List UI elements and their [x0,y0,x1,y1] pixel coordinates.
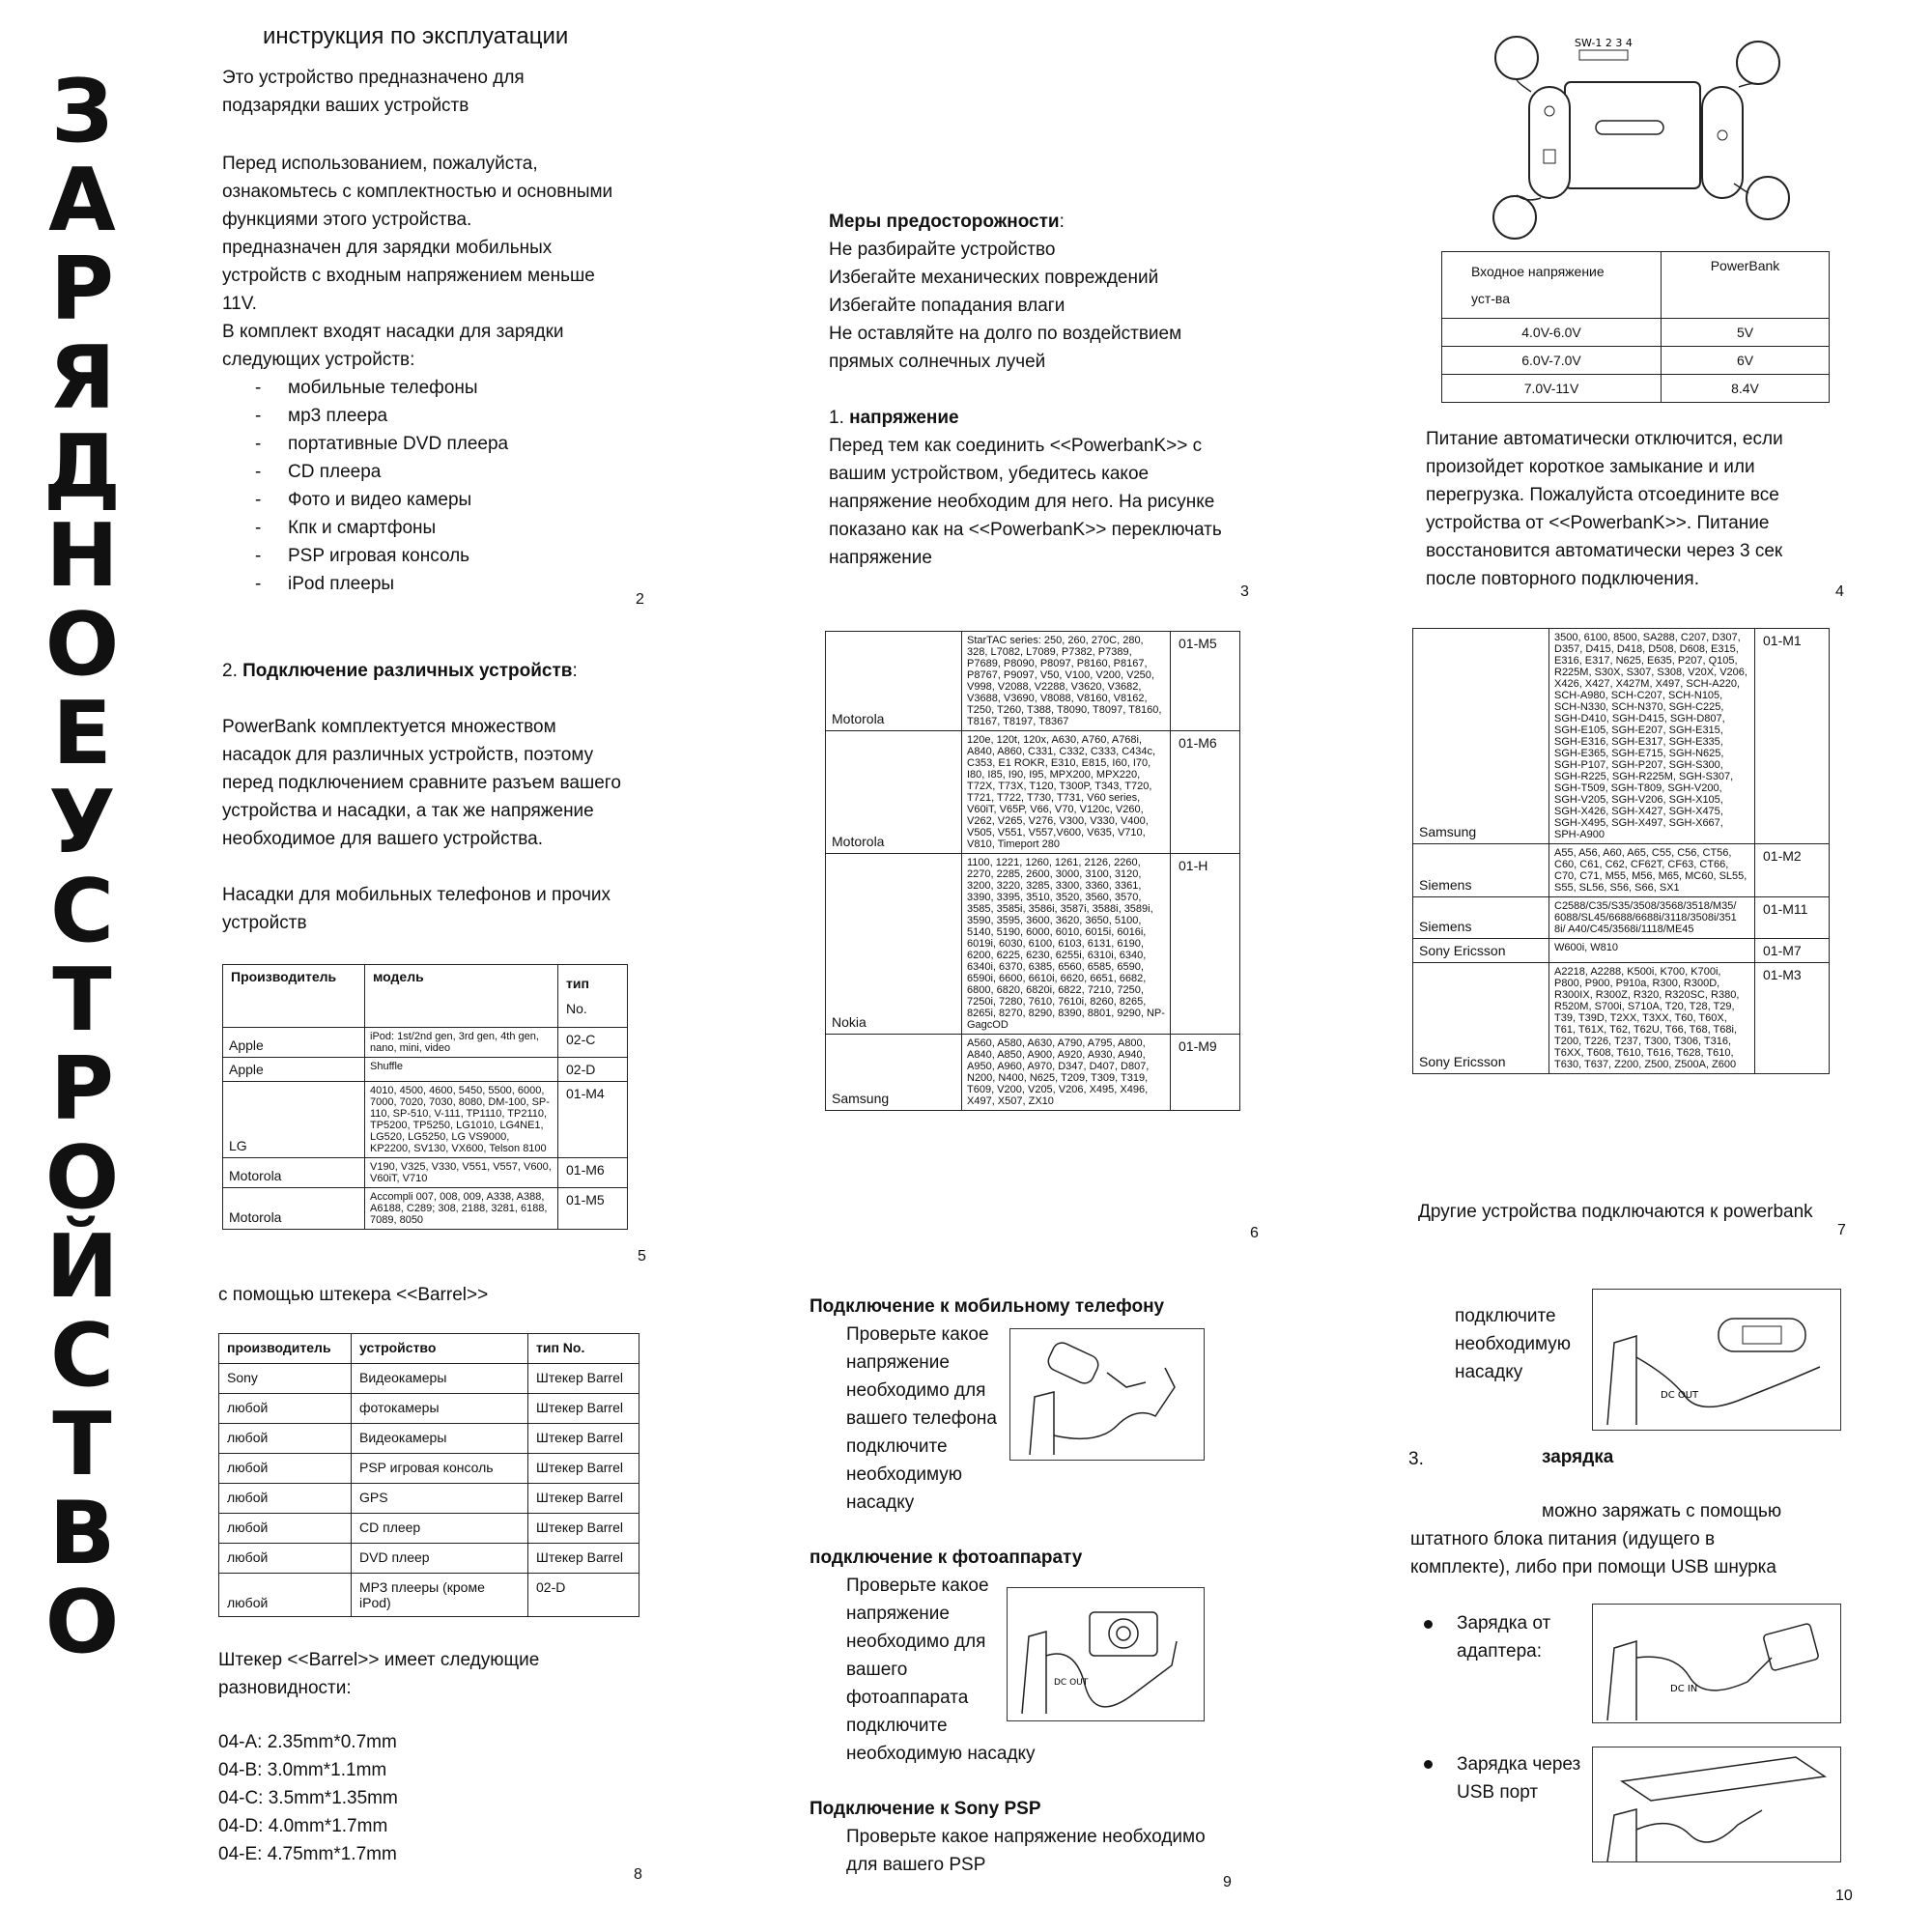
page2-intro: Это устройство предназначено для подзарядки ваших устройств [222,68,525,116]
side-title-letter: Т [52,950,112,1051]
page3-precautions: Меры предосторожности: Не разбирайте устройство Избегайте механических повреждений Избегайте попадания влаги Не оставляйте на долго по воздействием прямых солнечных лучей [829,212,1182,372]
page7-footer: Другие устройства подключаются к powerbank [1418,1202,1813,1222]
side-title-letter: В [48,1483,116,1584]
page-number: 6 [1250,1225,1259,1241]
list-item: 04-C: 3.5mm*1.35mm [218,1788,398,1808]
table-row: Nokia 1100, 1221, 1260, 1261, 2126, 2260, 2270, 2285, 2600, 3000, 3100, 3120, 3200, 3220, 3285, 3300, 3360, 3361, 3390, 3395, 3510, 3520, 3560, 3570, 3585, 3585i, 3586i, 3587i, 3588i, 3589i, 3590, 3595, 3600, 3620, 3650, 5100, 5140, 5190, 6000, 6010, 6015i, 6016i, 6019i, 6030, 6100, 6103, 6131, 6190, 6200, 6225, 6230, 6255i, 6310i, 6340, 6340i, 6370, 6385, 6560, 6585, 6590, 6590i, 6600, 6610i, 6620, 6651, 6682, 6800, 6820, 6820i, 6822, 7210, 7250, 7250i, 7280, 7610, 7610i, 8260, 8265, 8265i, 8270, 8290, 8390, 8801, 9290, NP-GagcOD 01-H [826,854,1240,1035]
list-item: - мр3 плеера [222,402,589,430]
side-title-letter: С [49,1305,115,1406]
page-number: 3 [1240,583,1249,600]
side-title-letter: О [44,594,120,696]
side-title-letter: О [44,1127,120,1229]
table-row: Sony Видеокамеры Штекер Barrel [219,1364,639,1394]
table-row: Samsung A560, A580, A630, A790, A795, A800, A840, A850, A900, A920, A930, A940, A950, A960, A970, D347, D407, D807, N200, N400, N625, T209, T309, T319, T609, V200, V205, V206, X495, X496, X497, X507, ZX10 01-M9 [826,1035,1240,1111]
phone-connection-figure [1009,1328,1205,1461]
page8-heading: с помощью штекера <<Barrel>> [218,1285,489,1305]
page5-body: PowerBank комплектуется множеством насадок для различных устройств, поэтому перед подключением сравните разъем вашего устройства и насадки, а так же напряжение необходимое для вашего устройства. [222,717,621,849]
page5-subheading: Насадки для мобильных телефонов и прочих устройств [222,885,611,933]
dc-in-label: DC IN [1670,1684,1698,1694]
page10-section-num: 3. [1408,1449,1424,1469]
page10-body-line1: можно заряжать с помощью [1542,1501,1782,1521]
table-row: Motorola StarTAC series: 250, 260, 270C, 280, 328, L7082, L7089, P7382, P7389, P7689, P8090, P8097, P8160, P8167, P8767, P9097, V50, V100, V200, V250, V998, V2088, V2288, V3620, V3682, V3688, V3690, V8088, V8160, V8162, T250, T260, T388, T8090, T8097, T8160, T8167, T8197, T8367 01-M5 [826,632,1240,731]
camera-illustration [1008,1588,1204,1720]
page-number: 5 [638,1248,646,1264]
table-row: любой Видеокамеры Штекер Barrel [219,1424,639,1454]
side-title-letter: Е [52,683,112,784]
page8-barrel-intro: Штекер <<Barrel>> имеет следующие разновидности: [218,1650,540,1698]
page-number: 4 [1835,583,1844,600]
usb-charging-figure [1592,1747,1841,1862]
side-title-letter: О [44,1572,120,1673]
dc-out-label: DC OUT [1054,1678,1089,1688]
barrel-size-list [218,1728,398,1868]
table-row: любой фотокамеры Штекер Barrel [219,1394,639,1424]
camera-connection-title: подключение к фотоаппарату [810,1548,1083,1568]
page2-paragraph: Перед использованием, пожалуйста, ознакомьтесь с комплектностью и основными функциями этого устройства. предназначен для зарядки мобильных устройств с входным напряжением меньше 11V. В комплект входят насадки для зарядки следующих устройств: [222,154,613,370]
list-item: - мобильные телефоны [222,374,589,402]
side-title-letter: А [48,150,116,251]
table-row: любой GPS Штекер Barrel [219,1484,639,1514]
side-title-letter: С [49,861,115,962]
phone-connection-text: Проверьте какое напряжение необходимо для вашего телефона подключите необходимую насадку [846,1324,997,1513]
table-row: Apple iPod: 1st/2nd gen, 3rd gen, 4th gen, nano, mini, video 02-C [223,1028,628,1058]
svg-text:SW-1 2 3 4: SW-1 2 3 4 [1575,37,1633,49]
list-item: - iPod плееры [222,570,589,598]
precautions-heading: Меры предосторожности [829,212,1060,232]
page4-body: Питание автоматически отключится, если произойдет короткое замыкание и или перегрузка. Пожалуйста отсоедините все устройства от <<PowerbanK>>. Питание восстановится автоматически через 3 сек после повторного подключения. [1426,429,1783,589]
side-title-letter: Д [43,416,122,518]
side-title-letter: У [48,772,116,873]
table-row: 7.0V-11V 8.4V [1442,375,1830,403]
adapter-illustration [1593,1605,1840,1722]
dc-out-label: DC OUT [1661,1390,1699,1401]
page3-voltage-section: 1. напряжение Перед тем как соединить <<PowerbanK>> с вашим устройством, убедитесь какое напряжение необходим для него. На рисунке показано как на <<PowerbanK>> переключать напряжение [829,408,1222,568]
table-row: Apple Shuffle 02-D [223,1058,628,1082]
side-title-letter: Т [52,1394,112,1495]
list-item: 04-D: 4.0mm*1.7mm [218,1816,388,1836]
bullet-icon [1424,1620,1433,1629]
adapter-charging-text: Зарядка от адаптера: [1457,1613,1551,1662]
table-row: Siemens C2588/C35/S35/3508/3568/3518/M35/ 6088/SL45/6688/6688i/3118/3508i/351 8i/ A40/C45/3568i/1118/ME45 01-M11 [1413,897,1830,939]
side-title-letter: З [51,61,113,162]
list-item: 04-E: 4.75mm*1.7mm [218,1844,397,1864]
side-title-letter: Р [50,239,114,340]
adapter-table-phones: Производитель модель тип No. Apple iPod: 1st/2nd gen, 3rd gen, 4th gen, nano, mini, video 02-C Apple Shuffle 02-D LG 4010, 4500, 4600, 5450, 5500, 6000, 7000, 7020, 7030, 8080, DM-100, SP-110, SP-510, V-111, TP1110, TP2110, TP5200, TP5250, LG1010, LG4NE1, LG520, LG5250, LG VS9000, KP2200, SV130, VX600, Telson 8100 01-M4 Motorola V190, V325, V330, V551, V557, V600, V60iT, V710 01-M6 Motorola Accompli 007, 008, 009, A338, A388, A6188, C289; 308, 2188, 3281, 6188, 7089, 8050 01-M5 [222,964,628,1230]
table-row: Sony Ericsson A2218, A2288, K500i, K700, K700i, P800, P900, P910a, R300, R300D, R300IX, R300Z, R320, R320SC, R380, R520M, S700i, S710A, T20, T28, T29, T39, T39D, T2XX, T3XX, T60, T60X, T61, T61X, T62, T62U, T66, T68, T68i, T200, T226, T237, T300, T306, T316, T6XX, T608, T610, T616, T628, T610, T630, T637, Z200, Z500, Z500A, Z600 01-M3 [1413,963,1830,1074]
psp-connection-title: Подключение к Sony PSP [810,1799,1041,1819]
side-title-letter: Я [48,327,116,429]
table-row: Motorola 120e, 120t, 120x, A630, A760, A768i, A840, A860, C331, C332, C333, C434c, C353, E1 ROKR, E310, E815, I60, I70, I80, I85, I90, I95, MPX200, MPX220, T72X, T73X, T120, T300P, T343, T720, T721, T722, T730, T731, V60 series, V60iT, V65P, V66, V70, V120c, V260, V262, V265, V276, V300, V330, V400, V505, V551, V557,V600, V635, V710, V810, Timeport 280 01-M6 [826,731,1240,854]
table-row: любой CD плеер Штекер Barrel [219,1514,639,1544]
side-title-letter: Н [45,505,119,607]
table-row: Siemens A55, A56, A60, A65, C55, C56, CT56, C60, C61, C62, CF62T, CF63, CT66, C70, C71, M55, M56, M65, MC60, SL55, S55, SL56, S56, S66, SX1 01-M2 [1413,844,1830,897]
page-number: 2 [636,591,644,608]
table-row: LG 4010, 4500, 4600, 5450, 5500, 6000, 7000, 7020, 7030, 8080, DM-100, SP-110, SP-510, V-111, TP1110, TP2110, TP5200, TP5250, LG1010, LG4NE1, LG520, LG5250, LG VS9000, KP2200, SV130, VX600, Telson 8100 01-M4 [223,1082,628,1158]
adapter-table-page6 [825,631,1240,1111]
table-row: 6.0V-7.0V 6V [1442,347,1830,375]
page2-heading: инструкция по эксплуатации [263,23,569,49]
page-number: 9 [1223,1874,1232,1890]
voltage-table: Входное напряжение уст-ва PowerBank 4.0V-6.0V 5V 6.0V-7.0V 6V 7.0V-11V 8.4V [1441,251,1830,403]
list-item: 04-B: 3.0mm*1.1mm [218,1760,387,1780]
bullet-icon [1424,1760,1433,1769]
adapter-table-page7 [1412,628,1830,1074]
list-item: - портативные DVD плеера [222,430,589,458]
page5-section-title: 2. Подключение различных устройств: [222,661,578,681]
list-item: 04-A: 2.35mm*0.7mm [218,1732,397,1752]
page10-top-text: подключите необходимую насадку [1455,1306,1572,1382]
charging-title: зарядка [1542,1447,1614,1467]
camera-connection-figure [1007,1587,1205,1721]
phone-illustration [1010,1329,1204,1460]
side-title-letter: Р [50,1038,114,1140]
list-item: - CD плеера [222,458,589,486]
adapter-charging-figure [1592,1604,1841,1723]
barrel-table: производитель устройство тип No. Sony Видеокамеры Штекер Barrel любой фотокамеры Штекер Barrel любой Видеокамеры Штекер Barrel любой PSP игровая консоль Штекер Barrel любой GPS Штекер Barrel любой CD плеер Штекер Barrel любой DVD плеер Штекер Barrel любой МРЗ плееры (кроме iPod) 02-D [218,1333,639,1617]
section-title: напряжение [849,408,959,428]
list-item: - Фото и видео камеры [222,486,589,514]
laptop-illustration [1593,1747,1840,1861]
table-row: 4.0V-6.0V 5V [1442,319,1830,347]
usb-charging-text: Зарядка через USB порт [1457,1754,1581,1803]
psp-connection-text: Проверьте какое напряжение необходимо для вашего PSP [846,1827,1206,1875]
phone-connection-title: Подключение к мобильному телефону [810,1296,1165,1317]
psp-connection-figure [1592,1289,1841,1431]
side-title-letter: Й [45,1216,119,1318]
list-item: - Кпк и смартфоны [222,514,589,542]
page-number: 7 [1837,1222,1846,1238]
page-number: 10 [1835,1888,1853,1904]
page2-device-list [222,374,589,598]
page-number: 8 [634,1866,642,1883]
table-row: Motorola V190, V325, V330, V551, V557, V600, V60iT, V710 01-M6 [223,1158,628,1188]
camera-connection-text: Проверьте какое напряжение необходимо для вашего фотоаппарата подключите необходимую насадку [846,1576,1036,1764]
switch-diagram [1488,29,1797,246]
table-row: любой МРЗ плееры (кроме iPod) 02-D [219,1574,639,1617]
list-item: - PSP игровая консоль [222,542,589,570]
page10-body-rest: штатного блока питания (идущего в комплекте), либо при помощи USB шнурка [1410,1529,1776,1577]
psp-illustration [1593,1290,1840,1430]
table-row: любой PSP игровая консоль Штекер Barrel [219,1454,639,1484]
side-title [39,61,126,1673]
table-row: Sony Ericsson W600i, W810 01-M7 [1413,939,1830,963]
table-row: Samsung 3500, 6100, 8500, SA288, C207, D307, D357, D415, D418, D508, D608, E315, E316, E317, N625, E635, P207, Q105, R225M, S30X, S307, S308, V20X, V206, X426, X427, X427M, X497, SCH-A220, SCH-A980, SCH-C207, SCH-N105, SCH-N330, SCH-N370, SGH-C225, SGH-D410, SGH-D415, SGH-D807, SGH-E105, SGH-E207, SGH-E315, SGH-E316, SGH-E317, SGH-E335, SGH-E365, SGH-E715, SGH-N625, SGH-P107, SGH-P207, SGH-S300, SGH-R225, SGH-R225M, SGH-S307, SGH-T509, SGH-T809, SGH-V200, SGH-V205, SGH-V206, SGH-X105, SGH-X426, SGH-X427, SGH-X475, SGH-X495, SGH-X497, SGH-X667, SPH-A900 01-M1 [1413,629,1830,844]
table-row: Motorola Accompli 007, 008, 009, A338, A388, A6188, C289; 308, 2188, 3281, 6188, 7089, 8050 01-M5 [223,1188,628,1230]
table-row: любой DVD плеер Штекер Barrel [219,1544,639,1574]
